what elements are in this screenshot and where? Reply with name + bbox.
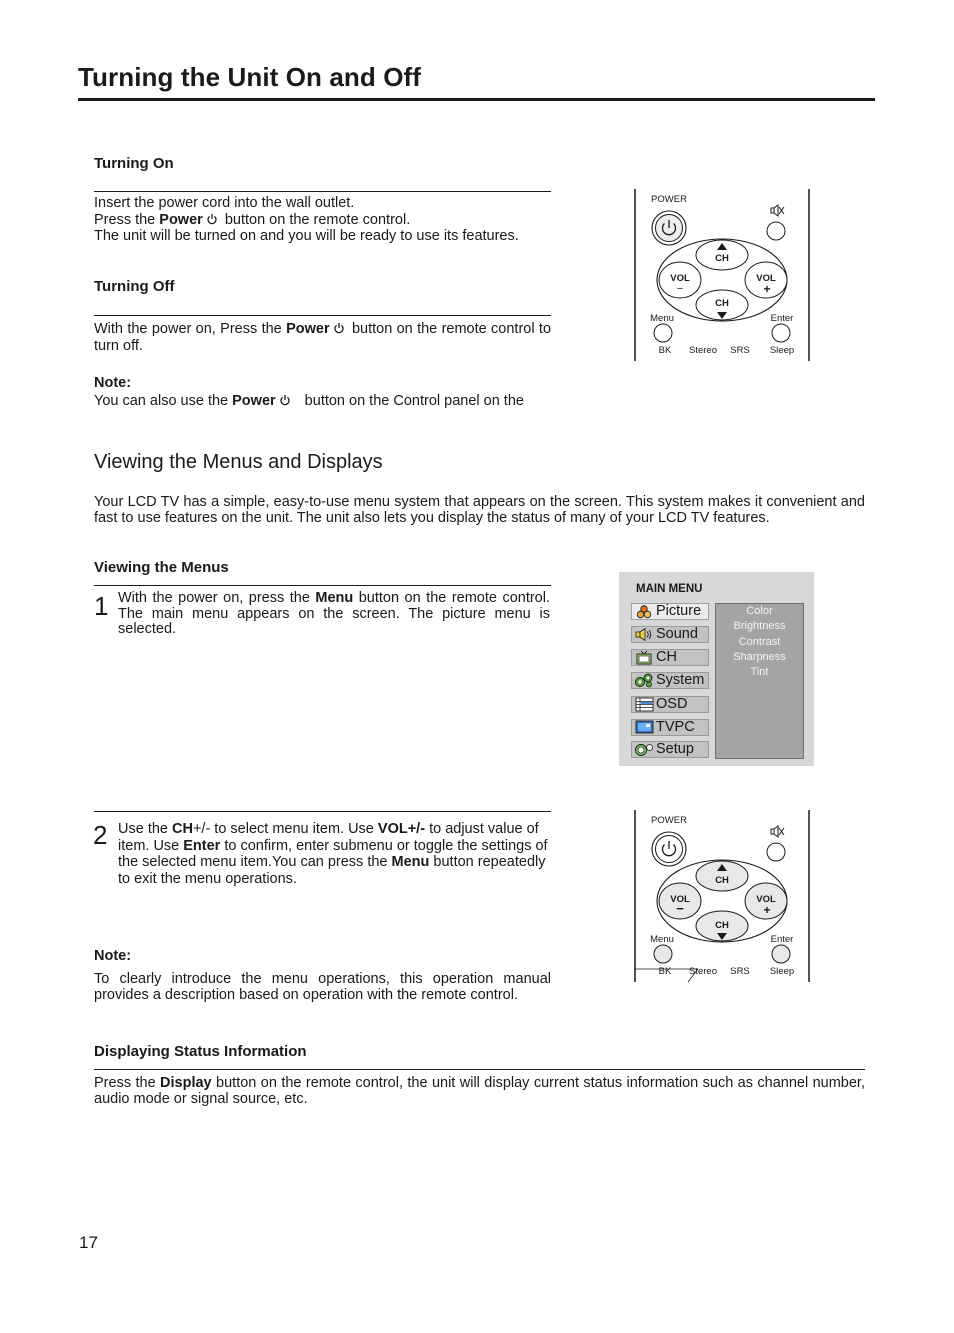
note-text: You can also use the Power button on the Control panel on the <box>94 393 524 409</box>
title-rule <box>78 98 875 101</box>
note-heading: Note: <box>94 375 132 391</box>
vol-plus-sign: + <box>763 903 771 917</box>
enter-label: Enter <box>770 313 794 324</box>
menu-item-label: Picture <box>656 603 702 619</box>
vol-minus-sign: − <box>676 901 684 916</box>
ch-down-label: CH <box>715 920 729 931</box>
menu-item-system[interactable] <box>631 672 709 689</box>
step-number: 2 <box>93 820 108 850</box>
ch-up-label: CH <box>715 875 729 886</box>
status-info-text: Press the Display button on the remote control, the unit will display current status information such as channel number, audio mode or signal source, etc. <box>94 1075 865 1107</box>
stereo-label: Stereo <box>689 966 717 977</box>
system-icon <box>634 673 654 688</box>
mute-icon <box>771 826 784 837</box>
power-label: POWER <box>651 194 687 205</box>
remote-diagram <box>634 810 810 982</box>
turning-on-line1: Insert the power cord into the wall outlet. <box>94 195 355 211</box>
turning-off-heading: Turning Off <box>94 278 175 295</box>
power-icon <box>279 394 291 406</box>
section-rule <box>94 191 551 192</box>
sleep-label: Sleep <box>769 345 795 356</box>
submenu-item[interactable]: Color <box>746 605 773 617</box>
submenu-item[interactable]: Contrast <box>738 635 781 648</box>
mute-icon <box>771 205 784 216</box>
power-icon <box>206 213 218 225</box>
section-rule <box>94 585 551 586</box>
main-menu-panel <box>619 572 814 766</box>
turning-off-text: With the power on, Press the Power button on the remote control to turn off. <box>94 321 552 354</box>
main-menu-title: MAIN MENU <box>636 583 703 595</box>
menu-item-picture[interactable] <box>631 603 709 620</box>
submenu-item[interactable]: Sharpness <box>733 650 786 663</box>
turning-on-text <box>94 195 564 245</box>
vol-plus-label: VOL <box>756 273 776 284</box>
status-info-heading: Displaying Status Information <box>94 1043 307 1060</box>
note-text: To clearly introduce the menu operations, this operation manual provides a description based on operation with the remote control. <box>94 971 551 1003</box>
power-icon <box>333 322 345 334</box>
picture-submenu <box>715 603 804 759</box>
stereo-label: Stereo <box>689 345 717 356</box>
vol-plus-sign: + <box>763 282 771 296</box>
menu-item-label: OSD <box>656 696 688 712</box>
submenu-item[interactable]: Tint <box>750 666 769 679</box>
setup-icon <box>634 742 654 757</box>
vol-minus-sign: − <box>676 283 684 295</box>
turning-on-line2: Press the Power button on the remote control. <box>94 211 411 228</box>
menu-item-tvpc[interactable] <box>631 719 709 736</box>
page-number: 17 <box>79 1233 98 1252</box>
bk-label: BK <box>658 966 672 977</box>
menu-item-ch[interactable] <box>631 649 709 666</box>
menu-label: Menu <box>650 934 674 945</box>
menus-intro: Your LCD TV has a simple, easy-to-use menu system that appears on the screen. This system makes it convenient and fast to use features on the unit. The unit also lets you display the status of many of your LCD TV features. <box>94 494 865 526</box>
vol-minus-label: VOL <box>670 273 690 284</box>
page-title: Turning the Unit On and Off <box>78 62 422 92</box>
turning-on-heading: Turning On <box>94 155 174 172</box>
srs-label: SRS <box>730 345 750 356</box>
turning-on-line3: The unit will be turned on and you will be ready to use its features. <box>94 228 519 244</box>
step-number: 1 <box>94 591 109 621</box>
menu-label: Menu <box>650 313 674 324</box>
menu-item-setup[interactable] <box>631 741 709 758</box>
step2-text: Use the CH+/- to select menu item. Use VOL+/- to adjust value of item. Use Enter to confirm, enter submenu or toggle the settings of the selected menu item.You can press the Menu button repeatedly to exit the menu operations. <box>118 821 548 887</box>
enter-label: Enter <box>770 934 794 945</box>
ch-up-label: CH <box>715 253 729 264</box>
submenu-item[interactable]: Brightness <box>733 620 786 633</box>
menu-item-osd[interactable] <box>631 696 709 713</box>
srs-label: SRS <box>730 966 750 977</box>
menu-item-label: Setup <box>656 741 694 757</box>
menu-item-label: System <box>656 672 705 688</box>
osd-icon <box>634 697 654 712</box>
section-heading: Viewing the Menus and Displays <box>94 451 383 473</box>
section-rule <box>94 811 551 812</box>
section-rule <box>94 315 551 316</box>
monitor-icon <box>634 720 654 735</box>
note-heading: Note: <box>94 948 132 964</box>
menu-item-label: Sound <box>656 626 698 642</box>
menu-item-sound[interactable] <box>631 626 709 643</box>
viewing-menus-heading: Viewing the Menus <box>94 559 229 576</box>
bk-label: BK <box>658 345 672 356</box>
remote-diagram <box>634 189 810 361</box>
picture-icon <box>634 604 654 619</box>
step1-text: With the power on, press the Menu button on the remote control. The main menu appears on the screen. The picture menu is selected. <box>118 590 551 637</box>
ch-down-label: CH <box>715 298 729 309</box>
menu-item-label: CH <box>656 649 677 665</box>
tv-icon <box>634 650 654 665</box>
speaker-icon <box>634 627 654 642</box>
vol-plus-label: VOL <box>756 894 776 905</box>
power-label: POWER <box>651 815 687 826</box>
menu-item-label: TVPC <box>656 719 695 735</box>
section-rule <box>94 1069 865 1070</box>
sleep-label: Sleep <box>769 966 795 977</box>
vol-minus-label: VOL <box>670 894 690 905</box>
